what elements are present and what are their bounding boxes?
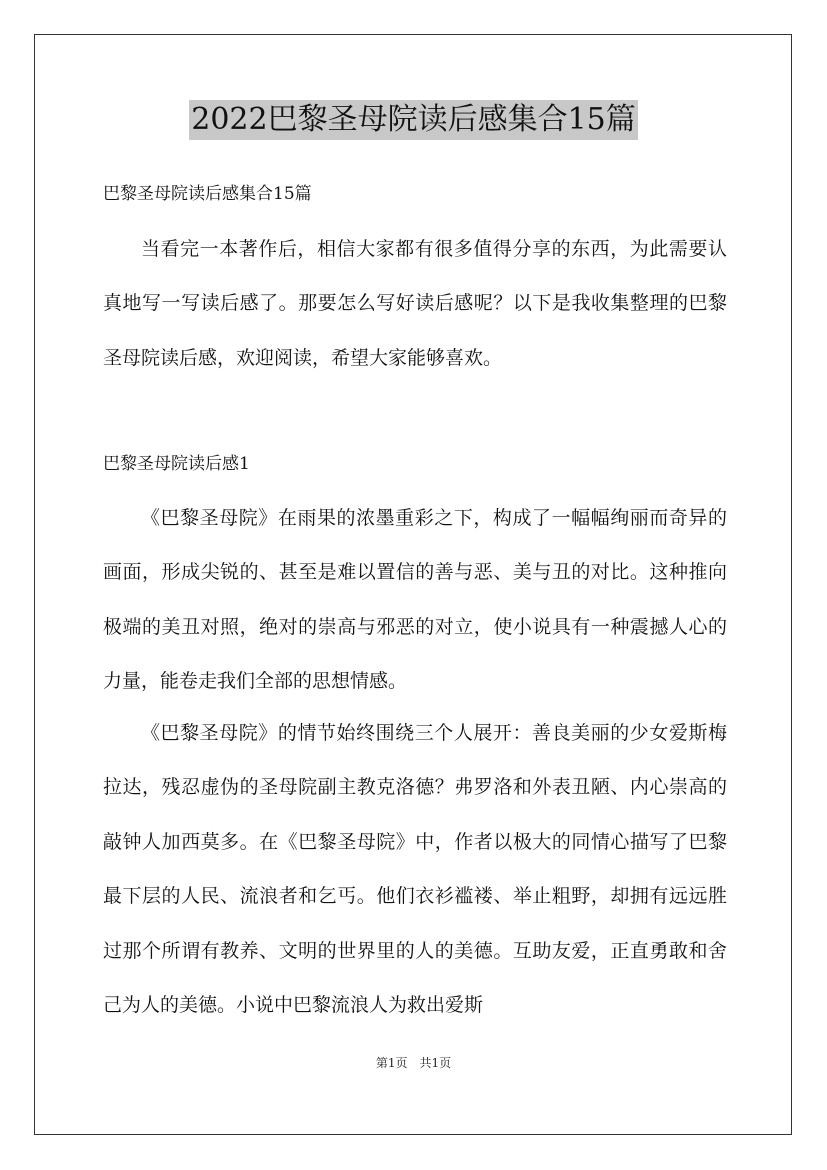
intro-paragraph: 当看完一本著作后，相信大家都有很多值得分享的东西，为此需要认真地写一写读后感了。那要怎么写好读后感呢？以下是我收集整理的巴黎圣母院读后感，欢迎阅读，希望大家能够喜欢。 <box>103 238 727 369</box>
document-subtitle: 巴黎圣母院读后感集合15篇 <box>103 184 312 204</box>
section-heading: 巴黎圣母院读后感1 <box>103 454 250 474</box>
body-paragraph-1: 《巴黎圣母院》在雨果的浓墨重彩之下，构成了一幅幅绚丽而奇异的画面，形成尖锐的、甚至是难以置信的善与恶、美与丑的对比。这种推向极端的美丑对照，绝对的崇高与邪恶的对立，使小说具有一种震撼人心的力量，能卷走我们全部的思想情感。 <box>103 507 727 693</box>
page-footer: 第1页 共1页 <box>375 1056 452 1070</box>
title-container <box>0 100 827 140</box>
body-paragraph-2: 《巴黎圣母院》的情节始终围绕三个人展开：善良美丽的少女爱斯梅拉达，残忍虚伪的圣母院副主教克洛德？弗罗洛和外表丑陋、内心崇高的敲钟人加西莫多。在《巴黎圣母院》中，作者以极大的同情心描写了巴黎最下层的人民、流浪者和乞丐。他们衣衫褴褛、举止粗野，却拥有远远胜过那个所谓有教养、文明的世界里的人的美德。互助友爱，正直勇敢和舍己为人的美德。小说中巴黎流浪人为救出爱斯 <box>103 722 727 1017</box>
document-title: 2022巴黎圣母院读后感集合15篇 <box>189 100 638 140</box>
